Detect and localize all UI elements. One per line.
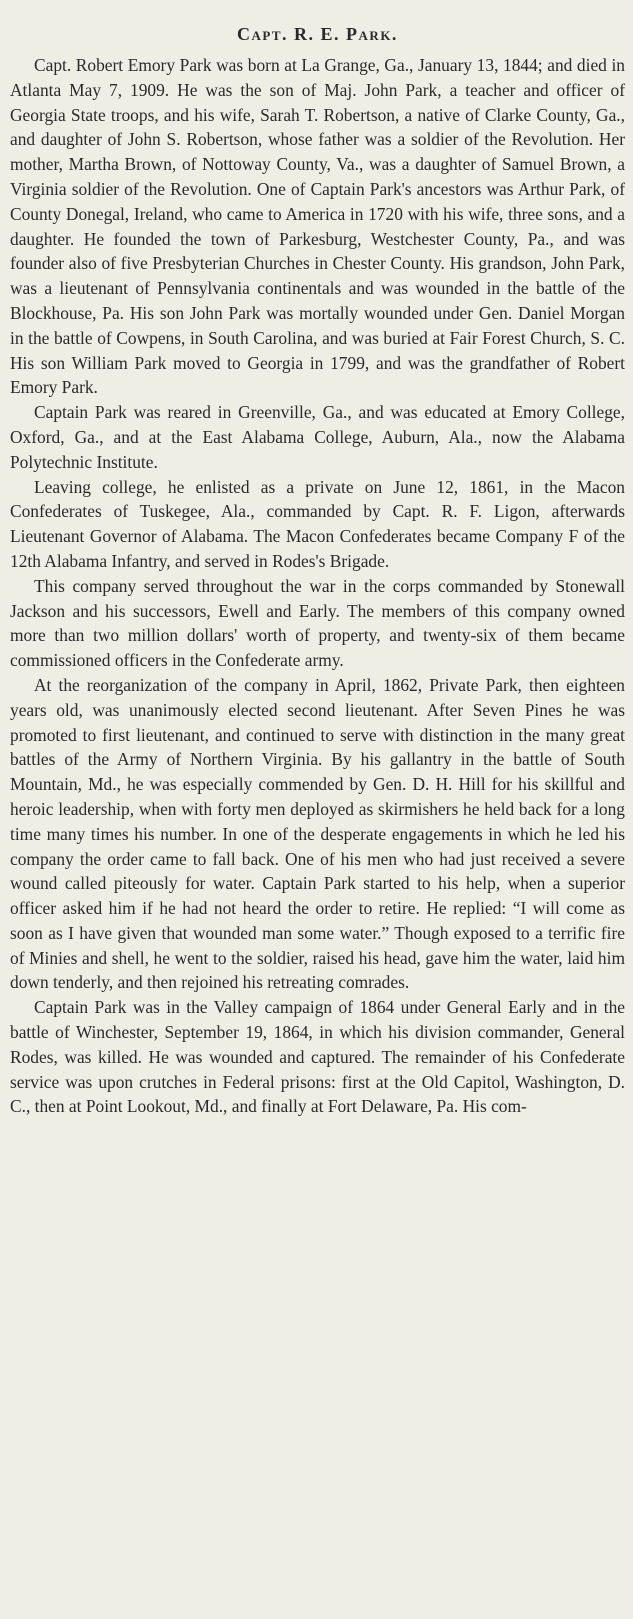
paragraph-education: Captain Park was reared in Greenville, Ga., and was educated at Emory College, Oxford, Ga., and at the East Alabama College, Auburn, Ala., now the Alabama Polytechnic Institute. bbox=[10, 402, 625, 472]
article-heading: Capt. R. E. Park. bbox=[237, 24, 398, 44]
paragraph-reorganization: At the reorganization of the company in April, 1862, Private Park, then eighteen years old, was unanimously elected second lieutenant. After Seven Pines he was promoted to first lieutenant, and continued to serve with distinction in the many great battles of the Army of Northern Virginia. By his gallantry in the battle of South Mountain, Md., he was especially commended by Gen. D. H. Hill for his skillful and heroic leadership, when with forty men deployed as skirmishers he held back for a long time many times his number. In one of the desperate engagements in which he led his company the order came to fall back. One of his men who had just received a severe wound called piteously for water. Captain Park started to his help, when a superior officer asked him if he had not heard the order to retire. He replied: “I will come as soon as I have given that wounded man some water.” Though exposed to a terrific fire of Minies and shell, he went to the soldier, raised his head, gave him the water, laid him down tenderly, and then rejoined his retreating comrades. bbox=[10, 674, 625, 993]
paragraph-company-service: This company served throughout the war in the corps commanded by Stonewall Jackson and his successors, Ewell and Early. The members of this company owned more than two million dollars' worth of property, and twenty-six of them became commissioned officers in the Confederate army. bbox=[10, 575, 625, 671]
paragraph-valley-campaign: Captain Park was in the Valley campaign of 1864 under General Early and in the battle of Winchester, September 19, 1864, in which his division commander, General Rodes, was killed. He was wounded and captured. The remainder of his Confederate service was upon crutches in Federal prisons: first at the Old Capitol, Washington, D. C., then at Point Lookout, Md., and finally at Fort Delaware, Pa. His com- bbox=[10, 997, 625, 1117]
paragraph-ancestry: Capt. Robert Emory Park was born at La Grange, Ga., January 13, 1844; and died in Atlanta May 7, 1909. He was the son of Maj. John Park, a teacher and officer of Georgia State troops, and his wife, Sarah T. Robertson, a native of Clarke County, Ga., and daughter of John S. Robertson, whose father was a soldier of the Revolution. Her mother, Martha Brown, of Nottoway County, Va., was a daughter of Samuel Brown, a Virginia soldier of the Revolution. One of Captain Park's ancestors was Arthur Park, of County Donegal, Ireland, who came to America in 1720 with his wife, three sons, and a daughter. He founded the town of Parkesburg, Westchester County, Pa., and was founder also of five Presbyterian Churches in Chester County. His grandson, John Park, was a lieutenant of Pennsylvania continentals and was wounded in the battle of the Blockhouse, Pa. His son John Park was mortally wounded under Gen. Daniel Morgan in the battle of Cowpens, in South Carolina, and was buried at Fair Forest Church, S. C. His son William Park moved to Georgia in 1799, and was the grandfather of Robert Emory Park. bbox=[10, 55, 625, 398]
paragraph-enlistment: Leaving college, he enlisted as a private on June 12, 1861, in the Macon Confederates of Tuskegee, Ala., commanded by Capt. R. F. Ligon, afterwards Lieutenant Governor of Alabama. The Macon Confederates became Company F of the 12th Alabama Infantry, and served in Rodes's Brigade. bbox=[10, 476, 625, 571]
